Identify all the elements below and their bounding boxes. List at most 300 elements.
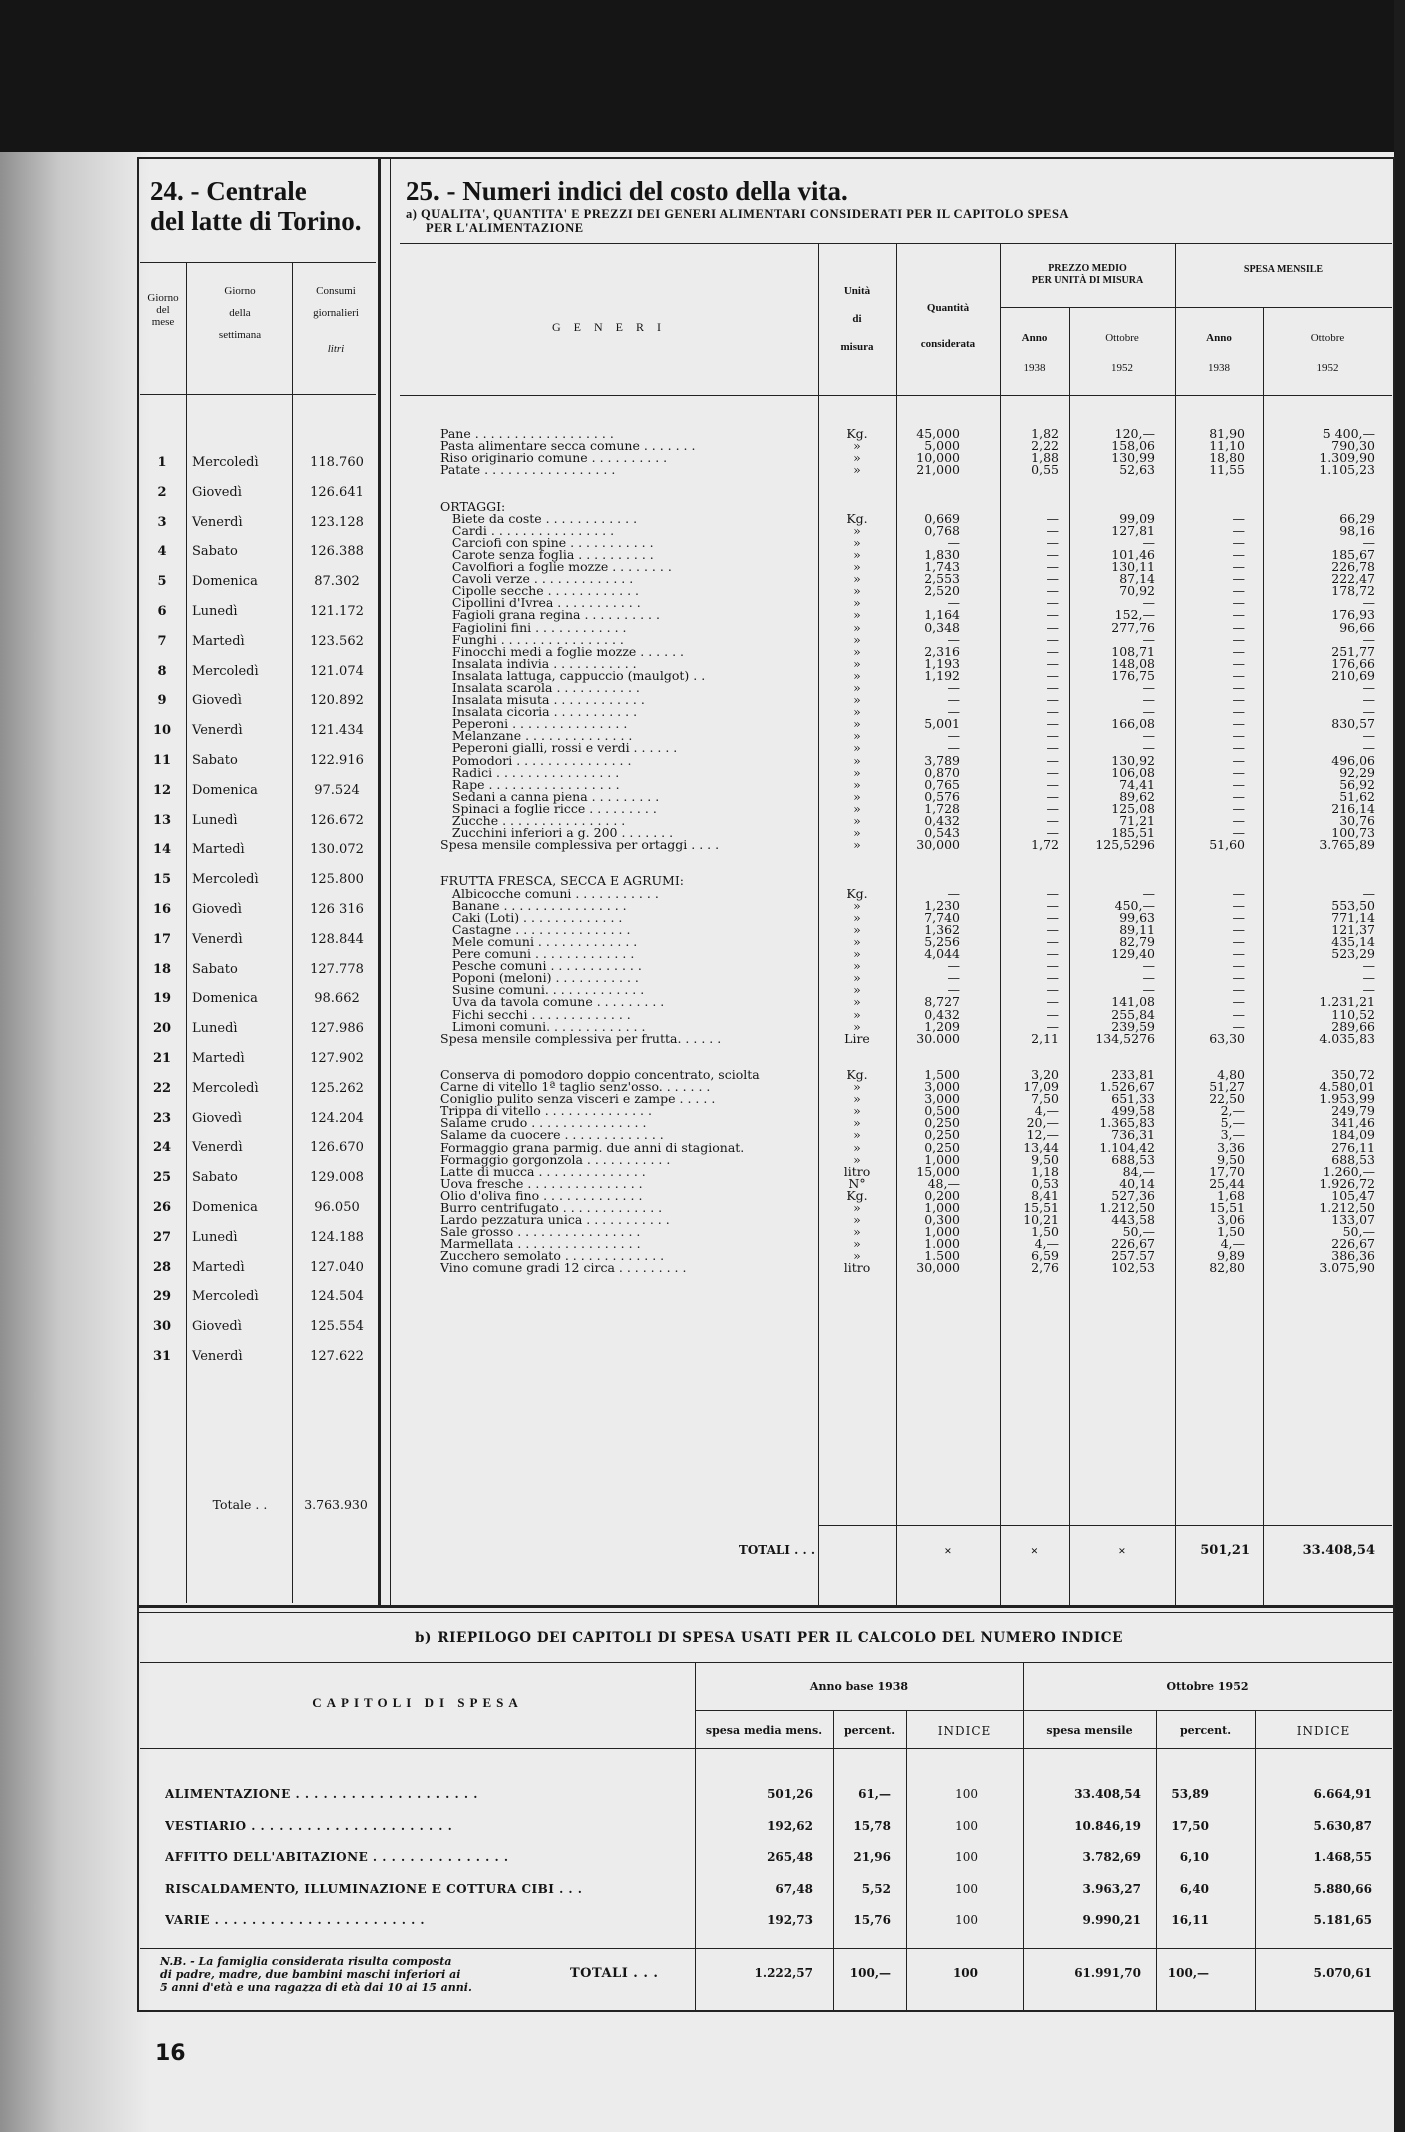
costs-item-quantity: 3,789 [924,752,960,768]
costs-item-price-1952: 277,76 [1111,619,1155,635]
milk-weekday: Mercoledì [192,1289,259,1305]
milk-header-top-rule [140,262,376,263]
milk-day: 26 [152,1200,172,1215]
costs-item-quantity: 1,000 [924,1200,960,1215]
costs-item-spend-1938: — [1232,825,1245,841]
summary-head-percent-52: percent. [1179,1724,1232,1737]
costs-item-name: Pasta alimentare secca comune . . . . . . . [440,438,696,454]
summary-value-c: 100 [955,1818,978,1833]
costs-item-unit: » [853,776,861,792]
costs-item-spend-1952: — [1362,595,1375,611]
costs-item-unit: » [853,583,861,599]
costs-item-unit: » [853,559,861,575]
costs-item-spend-1938: — [1232,619,1245,635]
costs-item-quantity: — [947,958,960,974]
costs-item-unit: » [853,462,861,478]
summary-total-b: 100,— [849,1966,891,1980]
costs-item-quantity: 1,728 [924,800,960,816]
costs-item-name: Salame da cuocere . . . . . . . . . . . . . [440,1127,664,1143]
costs-item-name [440,476,816,488]
milk-consumption: 124.204 [310,1110,364,1126]
costs-item-price-1938: 0,55 [1031,462,1059,478]
milk-weekday: Giovedì [192,1110,242,1126]
milk-weekday: Domenica [192,574,258,590]
summary-total-c: 100 [952,1966,978,1980]
costs-item-unit: » [853,764,861,780]
summary-value-a: 265,48 [767,1850,813,1864]
costs-item-unit: » [853,631,861,647]
milk-day: 27 [152,1229,172,1245]
summary-value-a: 192,73 [767,1913,813,1927]
costs-item-price-1938: — [1046,655,1059,671]
costs-item-price-1938: 1,72 [1031,837,1059,853]
milk-col-rule-2 [292,263,293,1603]
costs-item-price-1952: 89,11 [1119,921,1155,937]
costs-item-quantity: 0,543 [924,825,960,841]
costs-item-name: Funghi . . . . . . . . . . . . . . . . [440,631,624,647]
costs-item-unit: » [853,909,861,925]
costs-item-spend-1952: 1.260,— [1322,1163,1375,1179]
costs-item-spend-1952: 830,57 [1331,716,1375,732]
milk-weekday: Domenica [192,782,258,798]
costs-item-spend-1952: — [1362,692,1375,708]
costs-item-unit: » [853,716,861,732]
costs-item-spend-1938: — [1232,655,1245,671]
costs-item-price-1952: — [1142,958,1155,974]
costs-item-unit: » [853,837,861,853]
costs-item-spend-1938: — [1232,716,1245,732]
costs-item-price-1952: 152,— [1114,607,1155,623]
costs-item-price-1938: 9,50 [1031,1151,1059,1167]
milk-day: 21 [152,1051,172,1066]
milk-weekday: Giovedì [192,693,242,709]
costs-item-name: Finocchi medi a foglie mozze . . . . . . [440,643,684,659]
milk-weekday: Domenica [192,991,258,1007]
milk-day: 6 [157,604,167,619]
costs-item-spend-1938 [1177,488,1245,500]
costs-item-price-1952: 257.57 [1111,1248,1155,1264]
costs-item-price-1952: 499,58 [1111,1103,1155,1119]
summary-note: N.B. - La famiglia considerata risulta composta di padre, madre, due bambini maschi inferiori ai 5 anni d'età e una ragazza di età dai 10 ai 15 anni. [160,1955,472,1994]
milk-consumption: 126.388 [310,544,364,560]
costs-item-name: Vino comune gradi 12 circa . . . . . . . . . [440,1260,687,1275]
milk-consumption: 126.641 [310,484,364,500]
summary-top-rule [140,1662,1392,1663]
costs-item-price-1938: — [1046,679,1059,695]
costs-item-unit: Kg. [846,885,868,901]
costs-item-price-1952: 82,79 [1119,933,1155,949]
costs-item-price-1952 [1071,476,1155,488]
scan-dark-border [0,0,1405,152]
costs-item-spend-1952: — [1362,740,1375,756]
costs-item-spend-1952: 51,62 [1339,788,1375,804]
summary-title: b) RIEPILOGO DEI CAPITOLI DI SPESA USATI PER IL CALCOLO DEL NUMERO INDICE [415,1630,1123,1646]
costs-item-spend-1938 [1177,863,1245,875]
costs-item-unit: » [853,1127,861,1143]
costs-item-price-1938: 1,50 [1031,1224,1059,1240]
costs-item-unit: litro [843,1163,871,1179]
milk-consumption: 96.050 [314,1200,360,1215]
costs-item-unit: » [853,438,861,454]
costs-item-name: Peperoni gialli, rossi e verdi . . . . . . [440,740,678,756]
costs-item-name: Coniglio pulito senza visceri e zampe . . . . . [440,1091,716,1107]
costs-item-price-1952: — [1142,631,1155,647]
milk-consumption: 87.302 [314,574,360,590]
milk-consumption: 125.554 [310,1319,364,1335]
costs-item-price-1938: — [1046,534,1059,550]
costs-item-price-1952: 651,33 [1111,1091,1155,1107]
milk-day: 31 [152,1349,172,1364]
costs-item-price-1938: 0,53 [1031,1175,1059,1191]
milk-day: 13 [152,812,172,828]
costs-item-spend-1952: 216,14 [1331,800,1375,816]
costs-item-price-1938: 10,21 [1023,1212,1059,1228]
costs-item-price-1938: — [1046,933,1059,949]
costs-item-name: Poponi (meloni) . . . . . . . . . . . [440,970,639,986]
milk-consumption: 98.662 [314,991,360,1007]
costs-item-spend-1952: 251,77 [1331,643,1375,659]
costs-item-name: Lardo pezzatura unica . . . . . . . . . . . [440,1212,670,1228]
costs-item-price-1938: — [1046,813,1059,828]
costs-item-spend-1938: — [1232,607,1245,623]
costs-item-quantity: 0,432 [924,813,960,828]
costs-item-spend-1938 [1177,1045,1245,1057]
summary-value-b: 15,78 [853,1818,891,1833]
costs-item-quantity: 1,192 [924,667,960,683]
milk-consumption: 127.040 [310,1259,364,1275]
costs-item-name: Melanzane . . . . . . . . . . . . . . [440,728,633,744]
costs-item-price-1952: — [1142,728,1155,744]
costs-item-price-1952: 141,08 [1111,994,1155,1010]
costs-item-unit: » [853,450,861,466]
costs-item-name: Radici . . . . . . . . . . . . . . . . [440,764,620,780]
costs-item-name: Insalata lattuga, cappuccio (maulgot) . . [440,667,706,683]
costs-item-spend-1952: 185,67 [1331,546,1375,562]
summary-col-rule-1 [695,1663,696,2010]
costs-item-price-1952: — [1142,534,1155,550]
costs-item-unit: » [853,752,861,768]
costs-item-price-1952: — [1142,704,1155,720]
costs-item-spend-1938: 5,— [1220,1115,1245,1131]
milk-consumption: 127.902 [310,1051,364,1066]
costs-item-spend-1952: — [1362,970,1375,986]
costs-item-spend-1938: 17,70 [1209,1163,1245,1179]
costs-col-prezzo-1952 [1071,428,1155,1275]
costs-item-spend-1952: 1.105,23 [1319,462,1375,478]
costs-item-spend-1938: — [1232,776,1245,792]
costs-item-price-1952: 166,08 [1111,716,1155,732]
divider-horizontal-section-b [137,1605,1395,1608]
costs-item-spend-1952: 222,47 [1331,571,1375,587]
costs-item-name: Mele comuni . . . . . . . . . . . . . [440,933,638,949]
costs-item-price-1952: 99,09 [1119,510,1155,526]
costs-item-price-1938: — [1046,800,1059,816]
milk-title-line2: del latte di Torino. [150,206,362,236]
costs-item-price-1938: — [1046,631,1059,647]
costs-item-price-1938: 12,— [1026,1127,1059,1143]
costs-item-unit: Kg. [846,426,868,441]
milk-weekday: Martedì [192,633,245,649]
costs-item-price-1938: — [1046,643,1059,659]
summary-row-label: RISCALDAMENTO, ILLUMINAZIONE E COTTURA CIBI . . . [165,1881,583,1896]
costs-item-price-1938: — [1046,559,1059,575]
costs-item-quantity: 30,000 [916,1260,960,1276]
scan-binding-shadow [0,152,150,2132]
costs-item-price-1952: 1.365,83 [1099,1115,1155,1131]
milk-weekday: Mercoledì [192,872,259,888]
scan-right-border [1394,0,1405,2132]
milk-consumption: 123.128 [310,514,364,530]
costs-item-spend-1952: 105,47 [1331,1187,1375,1203]
costs-item-price-1952: — [1142,982,1155,998]
costs-item-price-1938 [1002,476,1059,488]
costs-item-price-1952: 158,06 [1111,438,1155,454]
summary-header-bottom-rule [140,1748,1392,1749]
page-number: 16 [155,2041,186,2066]
costs-item-quantity: — [947,692,960,708]
costs-item-spend-1952: 30,76 [1339,813,1375,828]
costs-item-price-1952: 108,71 [1111,643,1155,659]
costs-item-spend-1938: — [1232,728,1245,744]
costs-totals-s52: 33.408,54 [1302,1543,1375,1558]
costs-item-unit: » [853,825,861,841]
costs-item-unit [820,863,894,875]
milk-weekday: Sabato [192,544,238,560]
costs-item-price-1952: 52,63 [1119,462,1155,478]
costs-item-price-1938: — [1046,522,1059,538]
summary-value-d: 9.990,21 [1082,1913,1141,1927]
costs-item-quantity: 10,000 [916,450,960,466]
milk-day: 10 [152,723,172,739]
costs-item-name: Spesa mensile complessiva per ortaggi . . . . [440,837,720,853]
costs-item-quantity: 0,250 [924,1127,960,1143]
costs-item-spend-1938 [1177,851,1245,863]
costs-item-quantity: 0,200 [924,1187,960,1203]
costs-item-price-1938: 1,82 [1031,426,1059,441]
costs-item-name: Patate . . . . . . . . . . . . . . . . . [440,462,616,478]
costs-item-spend-1952: 176,66 [1331,655,1375,671]
summary-head-indice-38: INDICE [937,1724,992,1738]
costs-item-spend-1952: — [1362,728,1375,744]
costs-item-unit: » [853,1115,861,1131]
milk-day: 3 [157,514,167,530]
costs-item-spend-1952: 133,07 [1331,1212,1375,1228]
costs-item-quantity: 0,300 [924,1212,960,1228]
costs-item-quantity: — [947,631,960,647]
costs-item-unit: » [853,1248,861,1264]
milk-total-label: Totale . . [212,1497,268,1512]
costs-item-unit: » [853,1236,861,1252]
milk-consumption: 121.172 [310,604,364,619]
costs-item-price-1938: — [1046,946,1059,962]
milk-consumption: 128.844 [310,931,364,947]
costs-item-spend-1938: 11,10 [1209,438,1245,454]
costs-item-price-1952: 87,14 [1119,571,1155,587]
milk-day: 11 [152,753,172,768]
milk-day: 9 [157,693,167,709]
costs-item-price-1938: — [1046,764,1059,780]
milk-day: 7 [157,633,167,649]
costs-item-unit: Kg. [846,1066,868,1082]
costs-item-price-1938: — [1046,692,1059,708]
milk-consumption: 127.986 [310,1021,364,1037]
costs-item-unit: » [853,1139,861,1155]
milk-consumption: 125.262 [310,1080,364,1096]
summary-value-e: 6,40 [1179,1881,1209,1896]
costs-item-quantity: 3,000 [924,1079,960,1095]
summary-totals-label: TOTALI . . . [570,1966,659,1981]
milk-weekday: Venerdì [192,1140,243,1156]
divider-vertical-24-25-thin [390,157,391,1607]
costs-item-quantity: 3,000 [924,1091,960,1107]
costs-item-unit: » [853,982,861,998]
costs-item-spend-1952: 1.309,90 [1319,450,1375,466]
milk-weekday: Sabato [192,1170,238,1186]
milk-weekday: Mercoledì [192,1080,259,1096]
summary-total-d: 61.991,70 [1074,1966,1141,1980]
summary-total-e: 100,— [1167,1966,1209,1980]
costs-item-spend-1952: 350,72 [1331,1066,1375,1082]
milk-consumption: 124.188 [310,1229,364,1245]
costs-item-name: Castagne . . . . . . . . . . . . . . . [440,921,631,937]
costs-item-price-1938: — [1046,970,1059,986]
costs-item-spend-1938: — [1232,764,1245,780]
costs-item-name: Cavolfiori a foglie mozze . . . . . . . . [440,559,672,575]
costs-item-price-1938: 4,— [1034,1103,1059,1119]
summary-row-label: VARIE . . . . . . . . . . . . . . . . . . . . . . . [165,1913,426,1927]
costs-item-spend-1938: — [1232,534,1245,550]
costs-item-quantity: 0,669 [924,510,960,526]
costs-item-price-1938 [1002,488,1059,500]
summary-value-f: 1.468,55 [1313,1850,1372,1864]
costs-subtitle: a) QUALITA', QUANTITA' E PREZZI DEI GENERI ALIMENTARI CONSIDERATI PER IL CAPITOLO SPESA PER L'ALIMENTAZIONE [406,207,1069,235]
costs-item-spend-1952: 178,72 [1331,583,1375,599]
costs-item-quantity: 7,740 [924,909,960,925]
costs-totals-p52: × [1118,1543,1126,1558]
costs-item-name: Trippa di vitello . . . . . . . . . . . . . . [440,1103,652,1119]
summary-value-d: 10.846,19 [1074,1818,1141,1833]
costs-item-spend-1952: 100,73 [1331,825,1375,841]
costs-item-name: Sedani a canna piena . . . . . . . . . [440,788,660,804]
costs-item-spend-1952: — [1362,679,1375,695]
summary-value-a: 192,62 [767,1818,813,1833]
summary-value-b: 21,96 [853,1850,891,1864]
costs-item-price-1938: — [1046,740,1059,756]
milk-day: 1 [157,455,167,470]
costs-item-quantity [898,851,960,863]
costs-item-price-1938: — [1046,994,1059,1010]
costs-col-generi [440,428,816,1275]
costs-head-spesa-1938: Anno 1938 [1206,332,1232,374]
costs-item-unit: » [853,522,861,538]
costs-item-unit: » [853,958,861,974]
summary-value-b: 61,— [858,1787,891,1801]
costs-item-unit: » [853,619,861,635]
costs-item-price-1938: — [1046,825,1059,841]
costs-item-spend-1938: — [1232,752,1245,768]
summary-value-e: 53,89 [1171,1787,1209,1801]
costs-item-unit: » [853,679,861,695]
costs-col-quantita [898,428,960,1275]
costs-item-price-1952: 148,08 [1111,655,1155,671]
costs-item-unit [820,851,894,863]
costs-item-price-1952: 233,81 [1111,1066,1155,1082]
costs-item-spend-1938: — [1232,885,1245,901]
costs-item-spend-1938: 1,50 [1217,1224,1245,1240]
costs-item-price-1952: 1.104,42 [1099,1139,1155,1155]
milk-consumption: 126 316 [310,902,364,917]
costs-item-price-1952: 239,59 [1111,1018,1155,1034]
costs-item-price-1952: — [1142,692,1155,708]
costs-col-spesa-1952 [1265,428,1375,1275]
costs-item-quantity: 5,256 [924,933,960,949]
costs-item-price-1938: 1,18 [1031,1163,1059,1179]
costs-item-price-1938: 8,41 [1031,1187,1059,1203]
costs-item-unit: » [853,740,861,756]
costs-item-name: Pane . . . . . . . . . . . . . . . . . . [440,428,614,441]
costs-item-name: Banane . . . . . . . . . . . . . . . . [440,897,627,913]
costs-item-quantity: — [947,595,960,611]
costs-item-spend-1952: 226,67 [1331,1236,1375,1252]
costs-item-price-1952: 450,— [1114,897,1155,913]
costs-item-quantity: — [947,885,960,901]
milk-day: 22 [152,1080,172,1096]
costs-item-spend-1952: — [1362,982,1375,998]
costs-item-spend-1952: 3.075,90 [1319,1260,1375,1276]
costs-col-rule-quantita [1000,244,1001,1606]
milk-consumption: 118.760 [310,455,364,470]
costs-item-quantity: 1,209 [924,1018,960,1034]
costs-item-price-1938: — [1046,667,1059,683]
costs-item-spend-1938: 51,60 [1209,837,1245,853]
costs-item-price-1938: — [1046,982,1059,998]
costs-item-spend-1938: 3,06 [1217,1212,1245,1228]
costs-item-unit: » [853,667,861,683]
milk-head-weekday: Giorno della settimana [218,285,262,341]
summary-value-a: 501,26 [767,1787,813,1801]
costs-item-spend-1938: — [1232,933,1245,949]
costs-item-name: Carciofi con spine . . . . . . . . . . . [440,534,654,550]
costs-item-spend-1938: 82,80 [1209,1260,1245,1276]
costs-item-unit: Lire [844,1030,870,1046]
milk-weekday: Lunedì [192,812,238,828]
costs-item-quantity: — [947,728,960,744]
milk-day: 14 [152,842,172,858]
costs-item-price-1952: 50,— [1122,1224,1155,1240]
costs-item-quantity: 1,830 [924,546,960,562]
costs-item-price-1952: 89,62 [1119,788,1155,804]
costs-item-price-1952: 134,5276 [1095,1030,1155,1046]
costs-item-spend-1952 [1265,875,1375,887]
costs-item-quantity: 0,870 [924,764,960,780]
milk-weekday: Venerdì [192,514,243,530]
costs-item-unit: » [853,994,861,1010]
costs-item-name: Cavoli verze . . . . . . . . . . . . . [440,571,634,587]
costs-item-quantity: 45,000 [916,426,960,441]
milk-weekday: Martedì [192,1051,245,1066]
costs-item-spend-1938: — [1232,909,1245,925]
costs-item-price-1938: 13,44 [1023,1139,1059,1155]
costs-item-name: FRUTTA FRESCA, SECCA E AGRUMI: [440,873,684,889]
milk-weekday: Venerdì [192,723,243,739]
costs-item-quantity: — [947,704,960,720]
costs-item-price-1952: 125,08 [1111,800,1155,816]
costs-item-price-1952: 84,— [1122,1163,1155,1179]
milk-weekday: Sabato [192,961,238,977]
costs-item-price-1952: — [1142,595,1155,611]
costs-head-quantita: Quantità considerata [920,302,976,350]
costs-item-name: Carne di vitello 1ª taglio senz'osso. . . . . . . [440,1079,711,1095]
